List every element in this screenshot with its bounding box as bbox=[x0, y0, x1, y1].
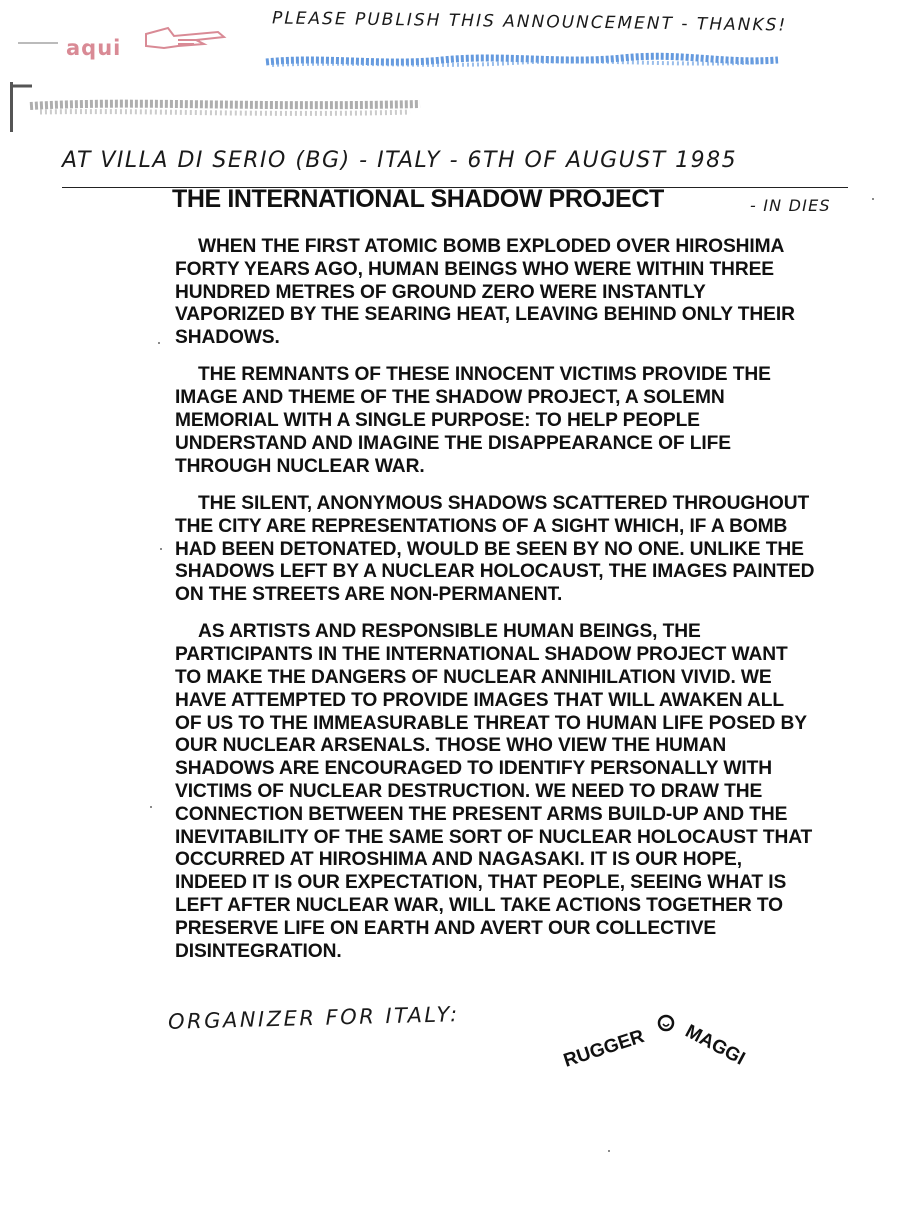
stamp-strip bbox=[18, 14, 243, 58]
pointing-hand-icon bbox=[146, 28, 224, 48]
signature-last-name: MAGGI bbox=[681, 1020, 749, 1070]
blue-crayon-mark bbox=[262, 50, 782, 72]
organizer-signature bbox=[560, 1005, 780, 1085]
event-location-date: AT VILLA DI SERIO (BG) - ITALY - 6TH OF AUGUST 1985 bbox=[62, 148, 738, 173]
body-paragraph: AS ARTISTS AND RESPONSIBLE HUMAN BEINGS, THE PARTICIPANTS IN THE INTERNATIONAL SHADOW PROJECT WANT TO MAKE THE DANGERS OF NUCLEAR ANNIHILATION VIVID. WE HAVE ATTEMPTED TO PROVIDE IMAGES THAT WILL AWAKEN ALL OF US TO THE IMMEASURABLE THREAT TO HUMAN LIFE POSED BY OUR NUCLEAR ARSENALS. THOSE WHO VIEW THE HUMAN SHADOWS ARE ENCOURAGED TO IDENTIFY PERSONALLY WITH VICTIMS OF NUCLEAR DESTRUCTION. WE NEED TO DRAW THE CONNECTION BETWEEN THE PRESENT ARMS BUILD-UP AND THE INEVITABILITY OF THE SAME SORT OF NUCLEAR HOLOCAUST THAT OCCURRED AT HIROSHIMA AND NAGASAKI. IT IS OUR HOPE, INDEED IT IS OUR EXPECTATION, THAT PEOPLE, SEEING WHAT IS LEFT AFTER NUCLEAR WAR, WILL TAKE ACTIONS TOGETHER TO PRESERVE LIFE ON EARTH AND AVERT OUR COLLECTIVE DISINTEGRATION. bbox=[175, 621, 813, 962]
scan-speck bbox=[608, 1150, 610, 1152]
publish-request-note: PLEASE PUBLISH THIS ANNOUNCEMENT - THANKS! bbox=[271, 8, 788, 36]
body-paragraph: WHEN THE FIRST ATOMIC BOMB EXPLODED OVER HIROSHIMA FORTY YEARS AGO, HUMAN BEINGS WHO WERE WITHIN THREE HUNDRED METRES OF GROUND ZERO WERE INSTANTLY VAPORIZED BY THE SEARING HEAT, LEAVING BEHIND ONLY THEIR SHADOWS. bbox=[175, 236, 795, 349]
aqui-stamp bbox=[18, 14, 243, 58]
document-title: THE INTERNATIONAL SHADOW PROJECT bbox=[172, 185, 664, 213]
scan-speck bbox=[160, 548, 162, 550]
body-paragraph: THE SILENT, ANONYMOUS SHADOWS SCATTERED THROUGHOUT THE CITY ARE REPRESENTATIONS OF A SIGHT WHICH, IF A BOMB HAD BEEN DETONATED, WOULD BE SEEN BY NO ONE. UNLIKE THE SHADOWS LEFT BY A NUCLEAR HOLOCAUST, THE IMAGES PAINTED ON THE STREETS ARE NON-PERMANENT. bbox=[175, 492, 815, 606]
organizer-label: ORGANIZER FOR ITALY: bbox=[167, 1002, 460, 1034]
photocopy-smudge bbox=[10, 82, 430, 132]
scan-speck bbox=[158, 342, 160, 344]
signature-first-name: RUGGER bbox=[561, 1026, 647, 1072]
document-body bbox=[175, 236, 815, 978]
body-paragraph: THE REMNANTS OF THESE INNOCENT VICTIMS PROVIDE THE IMAGE AND THEME OF THE SHADOW PROJECT, A SOLEMN MEMORIAL WITH A SINGLE PURPOSE: TO HELP PEOPLE UNDERSTAND AND IMAGINE THE DISAPPEARANCE OF LIFE THROUGH NUCLEAR WAR. bbox=[175, 364, 771, 477]
scan-speck bbox=[872, 198, 874, 200]
smiley-o-icon bbox=[659, 1016, 673, 1030]
stamp-text: aqui bbox=[66, 36, 122, 60]
scan-speck bbox=[150, 806, 152, 808]
title-handwritten-suffix: - IN DIES bbox=[750, 196, 831, 215]
